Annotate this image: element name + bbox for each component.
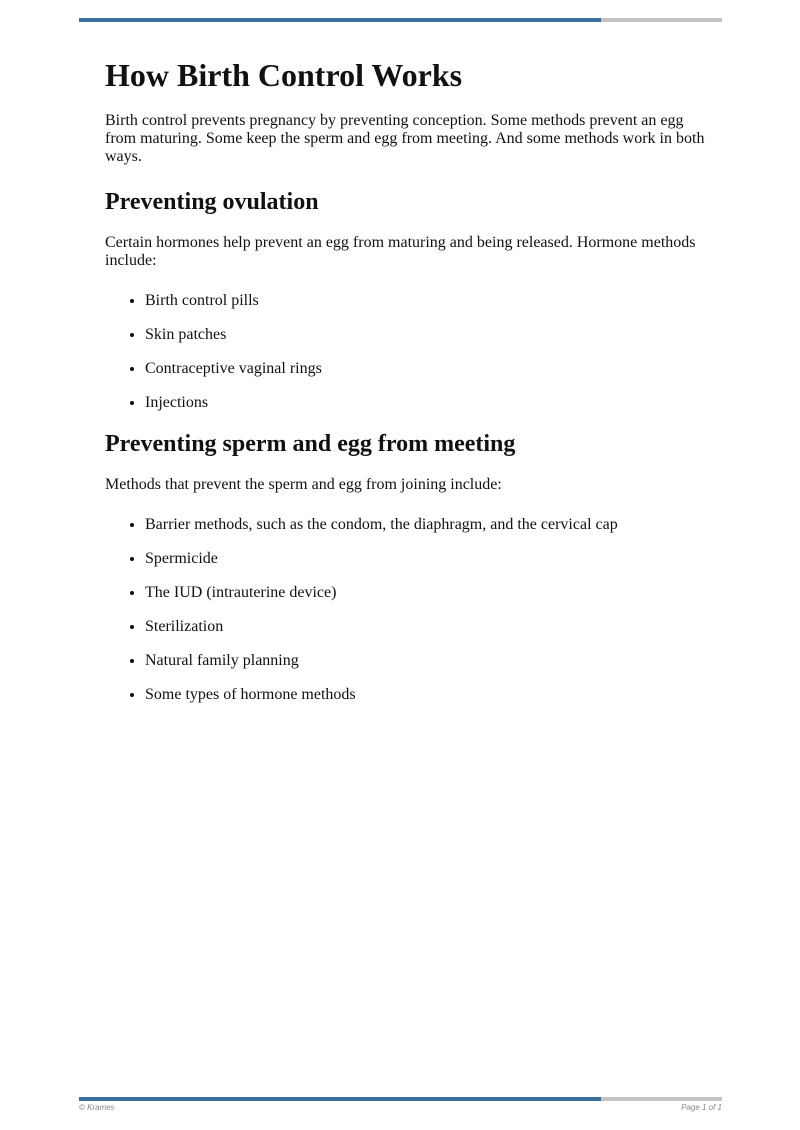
bottom-rule [79,1097,722,1101]
list-item: • Injections [145,394,705,412]
section-heading-ovulation: Preventing ovulation [105,189,319,215]
list-item: • Skin patches [145,326,705,344]
list-item: • Some types of hormone methods [145,686,705,704]
list-item: • Birth control pills [145,292,705,310]
list-item: • Natural family planning [145,652,705,670]
list-item: • The IUD (intrauterine device) [145,584,705,602]
top-rule [79,18,722,22]
page-title: How Birth Control Works [105,57,463,93]
list-item: • Barrier methods, such as the condom, the diaphragm, and the cervical cap [145,516,705,534]
footer-page-number: Page 1 of 1 [681,1103,722,1112]
list-item: • Spermicide [145,550,705,568]
section-text-meeting: Methods that prevent the sperm and egg from joining include: [105,476,502,493]
document-body [105,56,705,722]
top-rule-grey [601,18,722,22]
bottom-rule-blue [79,1097,601,1101]
list-item: • Sterilization [145,618,705,636]
section-heading-meeting: Preventing sperm and egg from meeting [105,431,516,457]
list-item: • Contraceptive vaginal rings [145,360,705,378]
section-text-ovulation: Certain hormones help prevent an egg from maturing and being released. Hormone methods include: [105,234,696,269]
footer-copyright: © Krames [79,1103,115,1112]
bottom-rule-grey [601,1097,722,1101]
list-hormone-methods [105,292,705,412]
list-barrier-methods [105,516,705,704]
top-rule-blue [79,18,601,22]
intro-paragraph: Birth control prevents pregnancy by preventing conception. Some methods prevent an egg from maturing. Some keep the sperm and egg from meeting. And some methods work in both ways. [105,112,705,165]
